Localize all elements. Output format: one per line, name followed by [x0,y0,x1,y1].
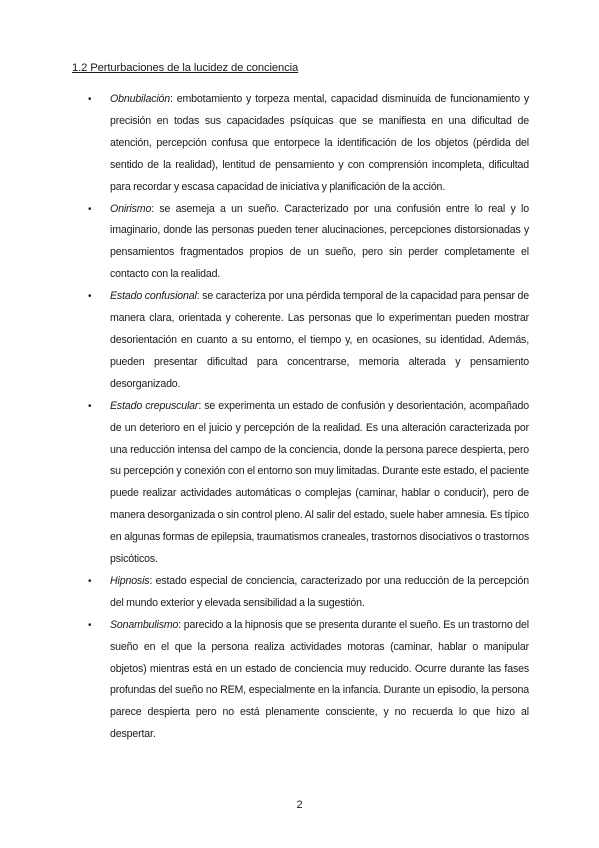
list-item-text [110,615,529,746]
term-label: Estado crepuscular [110,399,199,412]
list-item-obnubilacion [88,89,529,199]
list-item-hipnosis [88,571,529,615]
list-item-text [110,286,529,396]
bullet-icon: • [88,94,92,105]
term-definition: : embotamiento y torpeza mental, capacidad disminuida de funcionamiento y precisión en todas sus capacidades psíquicas que se manifiesta en una dificultad de atención, percepción confusa que entorpece la identificación de los objetos (pérdida del sentido de la realidad), lentitud de pensamiento y con comprensión incompleta, dificultad para recordar y escasa capacidad de iniciativa y planificación de la acción. [110,93,529,193]
term-label: Estado confusional [110,290,197,303]
bullet-list [88,89,529,746]
list-item-text [110,571,529,615]
bullet-icon: • [88,575,92,587]
term-label: Sonambulismo [110,618,179,631]
term-definition: : estado especial de conciencia, caracterizado por una reducción de la percepción del mundo exterior y elevada sensibilidad a la sugestión. [110,574,529,609]
list-item-text [110,199,529,287]
term-definition: : se experimenta un estado de confusión y desorientación, acompañado de un deterioro en el juicio y percepción de la realidad. Es una alteración caracterizada por una reducción intensa del campo de la conciencia, donde la persona parece despierta, pero su percepción y conexión con el entorno son muy limitadas. Durante este estado, el paciente puede realizar actividades automáticas o complejas (caminar, hablar o conducir), pero de manera desorganizada o sin control pleno. Al salir del estado, suele haber amnesia. Es típico en algunas formas de epilepsia, traumatismos craneales, trastornos disociativos o trastornos psicóticos. [110,399,529,566]
term-definition: : parecido a la hipnosis que se presenta durante el sueño. Es un trastorno del sueño en el que la persona realiza actividades motoras (caminar, hablar o manipular objetos) mientras está en un estado de conciencia muy reducido. Ocurre durante las fases profundas del sueño no REM, especialmente en la infancia. Durante un episodio, la persona parece despierta pero no está plenamente consciente, y no recuerda lo que hizo al despertar. [110,618,529,741]
bullet-icon: • [88,291,92,303]
page-number: 2 [296,799,303,811]
bullet-icon: • [88,619,92,631]
list-item-onirismo [88,199,529,287]
term-label: Onirismo [110,202,152,215]
list-item-text [110,89,529,199]
section-heading: 1.2 Perturbaciones de la lucidez de conciencia [72,62,299,74]
list-item-sonambulismo [88,615,529,746]
list-item-text [110,396,529,571]
term-definition: : se asemeja a un sueño. Caracterizado por una confusión entre lo real y lo imaginario, donde las personas pueden tener alucinaciones, percepciones distorsionadas y pensamientos fragmentados propios de un sueño, pero sin perder completamente el contacto con la realidad. [110,202,529,281]
term-definition: : se caracteriza por una pérdida temporal de la capacidad para pensar de manera clara, orientada y coherente. Las personas que lo experimentan pueden mostrar desorientación en cuanto a su entorno, el tiempo y, en ocasiones, su identidad. Además, pueden presentar dificultad para concentrarse, memoria alterada y pensamiento desorganizado. [110,290,529,390]
bullet-icon: • [88,203,92,215]
list-item-estado-crepuscular [88,396,529,571]
bullet-icon: • [88,400,92,412]
term-label: Obnubilación [110,93,171,105]
list-item-estado-confusional [88,286,529,396]
term-label: Hipnosis [110,574,150,587]
